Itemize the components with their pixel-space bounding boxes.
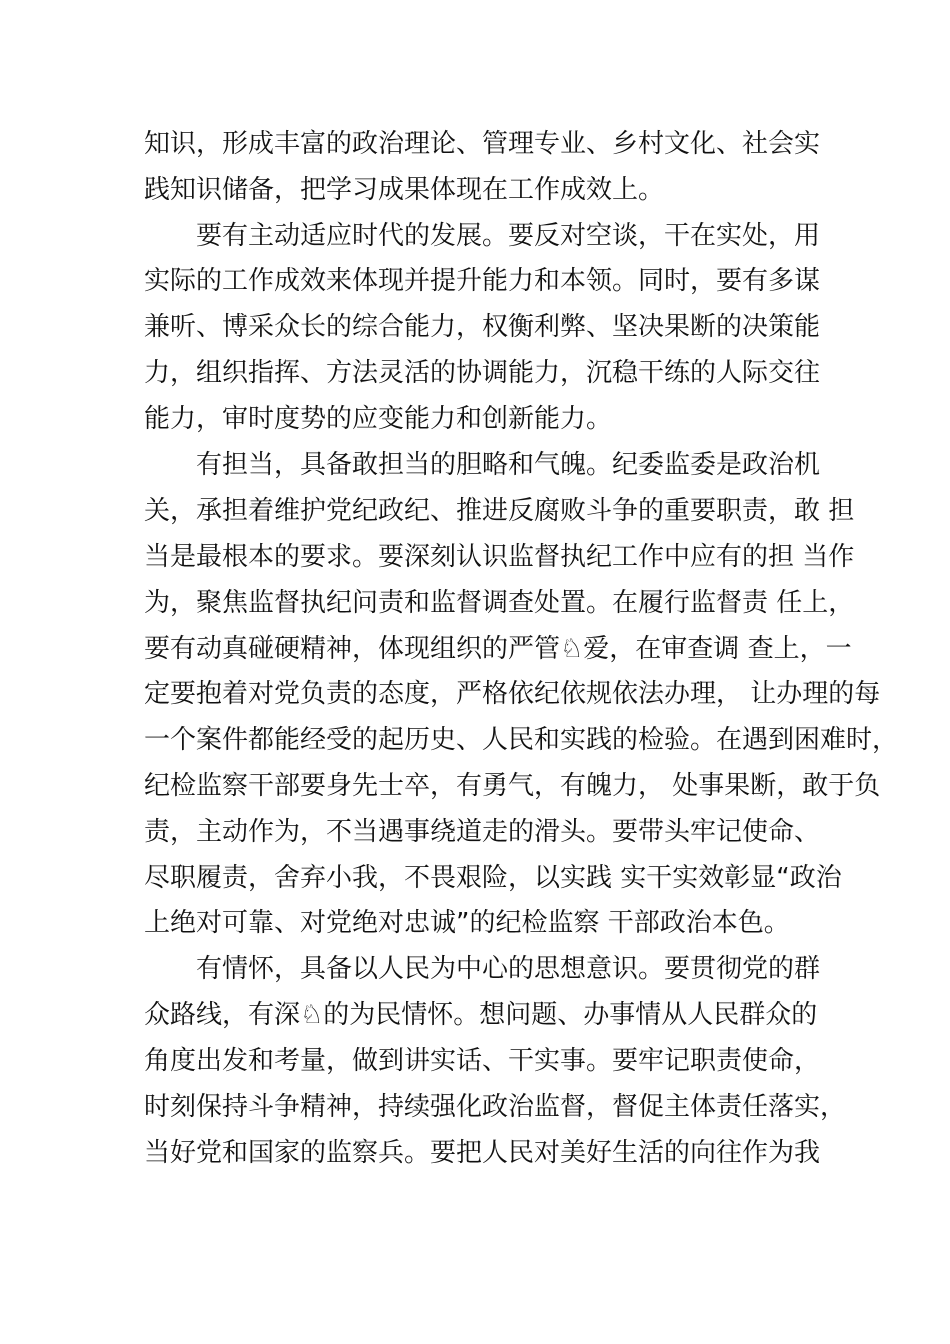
text-line: 上绝对可靠、对党绝对忠诚”的纪检监察 干部政治本色。 (144, 908, 790, 938)
text-line: 定要抱着对党负责的态度，严格依纪依规依法办理， 让办理的每 (144, 679, 881, 709)
text-line: 责，主动作为，不当遇事绕道走的滑头。要带头牢记使命、 (144, 817, 821, 847)
text-line: 当好党和国家的监察兵。要把人民对美好生活的向往作为我 (144, 1138, 821, 1168)
text-line: 兼听、博采众长的综合能力，权衡利弊、坚决果断的决策能 (144, 312, 821, 342)
paragraph-first-line: 有情怀，具备以人民为中心的思想意识。要贯彻党的群 (196, 954, 821, 984)
text-line: 践知识储备，把学习成果体现在工作成效上。 (144, 175, 665, 205)
text-line: 时刻保持斗争精神，持续强化政治监督，督促主体责任落实， (144, 1092, 847, 1122)
text-line: 关，承担着维护党纪政纪、推进反腐败斗争的重要职责，敢 担 (144, 496, 855, 526)
text-line: 一个案件都能经受的起历史、人民和实践的检验。在遇到困难时， (144, 725, 899, 755)
text-line: 角度出发和考量，做到讲实话、干实事。要牢记职责使命， (144, 1046, 821, 1076)
text-line: 为，聚焦监督执纪问责和监督调查处置。在履行监督责 任上， (144, 588, 855, 618)
text-line: 知识，形成丰富的政治理论、管理专业、乡村文化、社会实 (144, 129, 821, 159)
text-line: 众路线，有深♘的为民情怀。想问题、办事情从人民群众的 (144, 1000, 818, 1030)
text-line: 力，组织指挥、方法灵活的协调能力，沉稳干练的人际交往 (144, 358, 821, 388)
text-line: 要有动真碰硬精神，体现组织的严管♘爱，在审查调 查上，一 (144, 634, 852, 664)
paragraph-first-line: 有担当，具备敢担当的胆略和气魄。纪委监委是政治机 (196, 450, 821, 480)
text-line: 当是最根本的要求。要深刻认识监督执纪工作中应有的担 当作 (144, 542, 855, 572)
text-line: 实际的工作成效来体现并提升能力和本领。同时，要有多谋 (144, 266, 821, 296)
text-line: 尽职履责，舍弃小我，不畏艰险，以实践 实干实效彰显“政治 (144, 863, 842, 893)
text-line: 能力，审时度势的应变能力和创新能力。 (144, 404, 613, 434)
text-line: 纪检监察干部要身先士卒，有勇气，有魄力， 处事果断，敢于负 (144, 771, 881, 801)
paragraph-first-line: 要有主动适应时代的发展。要反对空谈，干在实处，用 (196, 221, 821, 251)
